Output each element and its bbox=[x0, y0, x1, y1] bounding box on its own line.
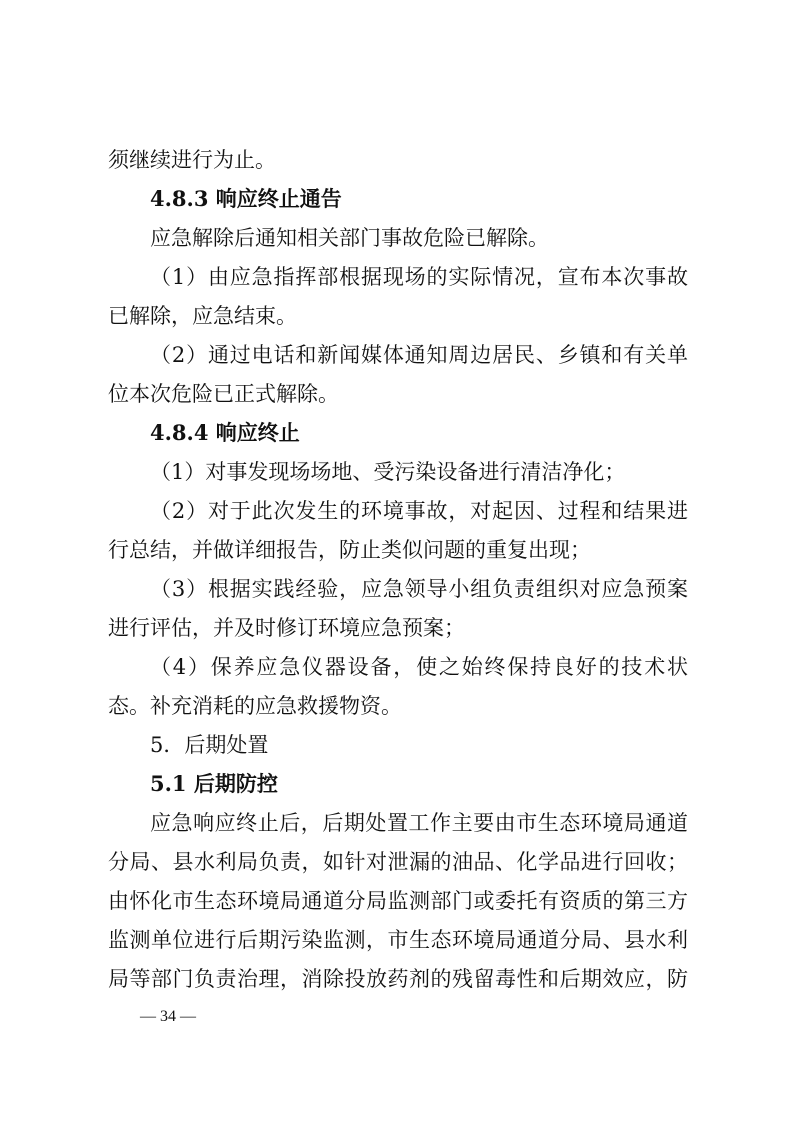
paragraph-line: 进行评估，并及时修订环境应急预案； bbox=[108, 616, 465, 640]
paragraph-line: （3）根据实践经验，应急领导小组负责组织对应急预案 bbox=[150, 577, 688, 601]
paragraph-line: 已解除，应急结束。 bbox=[108, 304, 297, 328]
paragraph-line: 监测单位进行后期污染监测，市生态环境局通道分局、县水利 bbox=[108, 928, 688, 952]
paragraph-line: 应急响应终止后，后期处置工作主要由市生态环境局通道 bbox=[150, 811, 688, 835]
paragraph-line: （2）对于此次发生的环境事故，对起因、过程和结果进 bbox=[150, 499, 688, 523]
section-heading-4-8-4: 4.8.4 响应终止 bbox=[150, 420, 300, 445]
paragraph-line: 应急解除后通知相关部门事故危险已解除。 bbox=[150, 226, 549, 250]
paragraph-line: （2）通过电话和新闻媒体通知周边居民、乡镇和有关单 bbox=[150, 343, 688, 367]
paragraph-line: 态。补充消耗的应急救援物资。 bbox=[108, 694, 402, 718]
paragraph-line: （1）对事发现场场地、受污染设备进行清洁净化； bbox=[150, 460, 626, 484]
paragraph-line: 局等部门负责治理，消除投放药剂的残留毒性和后期效应，防 bbox=[108, 967, 688, 991]
paragraph-line: 分局、县水利局负责，如针对泄漏的油品、化学品进行回收； bbox=[108, 850, 688, 874]
paragraph-line: 须继续进行为止。 bbox=[108, 148, 276, 172]
section-heading-4-8-3: 4.8.3 响应终止通告 bbox=[150, 186, 342, 211]
paragraph-line: （1）由应急指挥部根据现场的实际情况，宣布本次事故 bbox=[150, 265, 688, 289]
paragraph-line: 行总结，并做详细报告，防止类似问题的重复出现； bbox=[108, 538, 591, 562]
paragraph-line: 位本次危险已正式解除。 bbox=[108, 382, 339, 406]
paragraph-line: （4）保养应急仪器设备，使之始终保持良好的技术状 bbox=[150, 655, 688, 679]
section-heading-5: 5．后期处置 bbox=[150, 733, 269, 757]
section-heading-5-1: 5.1 后期防控 bbox=[150, 771, 278, 796]
paragraph-line: 由怀化市生态环境局通道分局监测部门或委托有资质的第三方 bbox=[108, 889, 688, 913]
page-number: — 34 — bbox=[140, 1008, 196, 1025]
